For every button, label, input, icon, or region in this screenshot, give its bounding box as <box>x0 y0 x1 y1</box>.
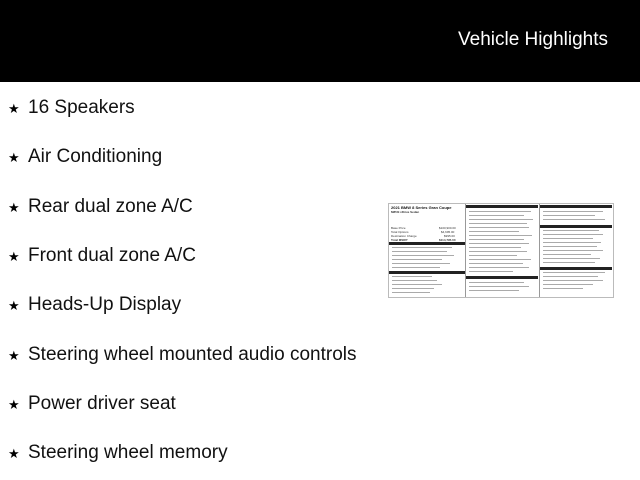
sticker-text-line <box>543 242 601 243</box>
sticker-header-bar <box>466 205 538 208</box>
sticker-text-line <box>392 267 440 268</box>
sticker-header-bar <box>389 271 465 274</box>
sticker-text-line <box>392 284 442 285</box>
sticker-text-line <box>543 250 603 251</box>
sticker-text-line <box>469 223 527 224</box>
sticker-base-price-label: Base Price <box>391 226 406 230</box>
sticker-destination: $995.00 <box>444 234 455 238</box>
sticker-total-options: $4,695.00 <box>441 230 455 234</box>
sticker-text-line <box>469 239 524 240</box>
sticker-text-line <box>392 255 454 256</box>
sticker-text-line <box>469 219 533 220</box>
sticker-text-line <box>543 238 593 239</box>
feature-item <box>8 438 228 468</box>
sticker-text-line <box>469 251 527 252</box>
feature-label: Front dual zone A/C <box>28 245 196 266</box>
sticker-text-line <box>469 267 529 268</box>
sticker-text-line <box>469 243 529 244</box>
window-sticker-image[interactable] <box>388 203 614 298</box>
sticker-text-line <box>469 235 532 236</box>
sticker-header-bar <box>540 267 612 270</box>
sticker-text-line <box>543 219 605 220</box>
star-icon: ★ <box>8 248 20 264</box>
sticker-text-line <box>469 290 519 291</box>
feature-item <box>8 241 196 271</box>
sticker-text-line <box>392 292 430 293</box>
sticker-text-line <box>469 215 524 216</box>
feature-label: Rear dual zone A/C <box>28 196 193 217</box>
feature-item <box>8 93 135 123</box>
sticker-text-line <box>392 251 447 252</box>
sticker-text-line <box>469 263 523 264</box>
sticker-text-line <box>543 284 593 285</box>
feature-label: Heads-Up Display <box>28 294 182 315</box>
sticker-text-line <box>392 263 450 264</box>
sticker-text-line <box>392 247 452 248</box>
sticker-text-line <box>392 280 437 281</box>
sticker-total-options-label: Total Options <box>391 230 409 234</box>
feature-label: Power driver seat <box>28 393 176 414</box>
feature-item <box>8 142 162 172</box>
sticker-base-price: $100,900.00 <box>439 226 456 230</box>
sticker-text-line <box>469 255 517 256</box>
sticker-total-msrp: $114,795.00 <box>439 238 456 242</box>
sticker-text-line <box>392 288 434 289</box>
sticker-text-line <box>543 254 591 255</box>
sticker-text-line <box>469 227 529 228</box>
feature-label: Air Conditioning <box>28 146 163 167</box>
star-icon: ★ <box>8 149 20 165</box>
sticker-text-line <box>469 211 531 212</box>
sticker-text-line <box>543 276 598 277</box>
sticker-text-line <box>543 280 603 281</box>
sticker-header-bar <box>540 205 612 208</box>
star-icon: ★ <box>8 297 20 313</box>
star-icon: ★ <box>8 347 20 363</box>
sticker-text-line <box>543 262 595 263</box>
sticker-text-line <box>543 215 595 216</box>
sticker-header-bar <box>466 276 538 279</box>
sticker-title: 2021 BMW 8 Series Gran Coupe <box>391 205 452 210</box>
feature-item <box>8 389 176 419</box>
sticker-text-line <box>469 259 531 260</box>
page-title: Vehicle Highlights <box>458 29 608 50</box>
star-icon: ★ <box>8 100 20 116</box>
sticker-text-line <box>543 246 597 247</box>
sticker-header-bar <box>540 225 612 228</box>
sticker-text-line <box>392 276 432 277</box>
feature-label: Steering wheel mounted audio controls <box>28 344 357 365</box>
feature-item <box>8 340 356 370</box>
sticker-destination-label: Destination Charge <box>391 234 417 238</box>
sticker-text-line <box>543 230 599 231</box>
sticker-text-line <box>543 234 603 235</box>
sticker-text-line <box>543 258 600 259</box>
sticker-text-line <box>543 272 605 273</box>
sticker-text-line <box>469 282 524 283</box>
feature-label: 16 Speakers <box>28 97 135 118</box>
feature-item <box>8 290 181 320</box>
sticker-text-line <box>469 271 513 272</box>
star-icon: ★ <box>8 199 20 215</box>
feature-label: Steering wheel memory <box>28 442 228 463</box>
sticker-header-bar <box>389 242 465 245</box>
sticker-total-msrp-label: Total MSRP <box>391 238 408 242</box>
feature-item <box>8 192 193 222</box>
sticker-column-divider <box>465 204 466 297</box>
header-bar <box>0 0 640 82</box>
star-icon: ★ <box>8 445 20 461</box>
sticker-text-line <box>469 231 519 232</box>
sticker-text-line <box>543 211 603 212</box>
sticker-column-divider <box>539 204 540 297</box>
star-icon: ★ <box>8 396 20 412</box>
sticker-text-line <box>469 247 521 248</box>
sticker-text-line <box>392 259 442 260</box>
sticker-model: M850i xDrive Sedan <box>391 210 420 214</box>
sticker-text-line <box>543 288 583 289</box>
sticker-text-line <box>469 286 529 287</box>
